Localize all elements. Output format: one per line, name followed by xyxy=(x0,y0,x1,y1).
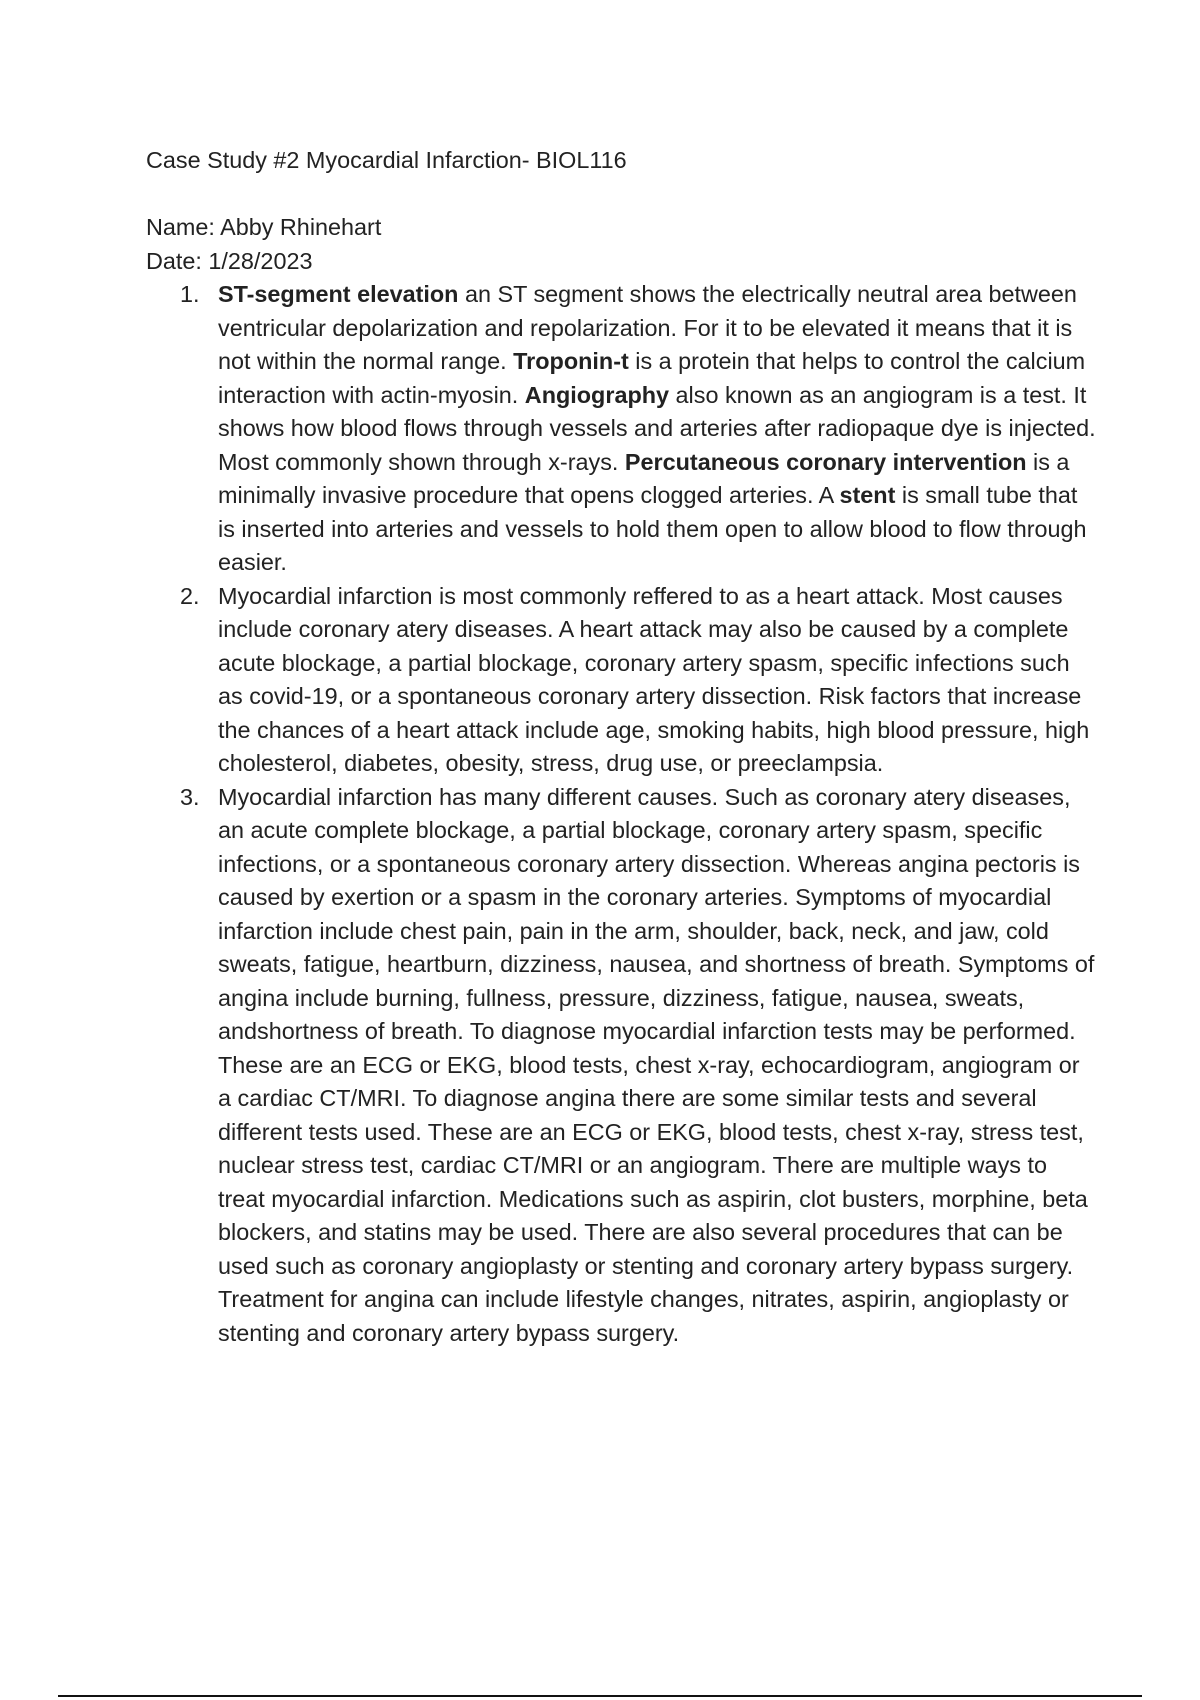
answer-number: 3. xyxy=(180,783,200,810)
answer-number: 2. xyxy=(180,582,200,609)
document-title: Case Study #2 Myocardial Infarction- BIOL116 xyxy=(146,147,627,173)
answer-term: ST-segment elevation xyxy=(218,281,459,307)
document-body xyxy=(146,144,1096,1350)
answer-segment: is small tube that is inserted into arteries and vessels to hold them open to allow blood to flow through easier. xyxy=(218,482,1087,575)
answer-segment: is a protein that helps to control the calcium interaction with actin-myosin. xyxy=(218,348,1086,408)
answer-term: stent xyxy=(839,482,896,508)
answer-term: Troponin-t xyxy=(513,348,629,374)
answer-text xyxy=(218,781,1096,1351)
assignment-date: Date: 1/28/2023 xyxy=(146,247,313,274)
answer-number: 1. xyxy=(180,281,200,307)
spacer xyxy=(146,178,1096,212)
answer-text xyxy=(218,580,1096,781)
answer-text xyxy=(218,278,1096,580)
answer-item xyxy=(146,278,1096,580)
answer-item xyxy=(146,781,1096,1351)
answer-segment: Myocardial infarction has many different causes. Such as coronary atery diseases, an acute complete blockage, a partial blockage, coronary artery spasm, specific infections, or a spontaneous coronary artery dissection. Whereas angina pectoris is caused by exertion or a spasm in the coronary arteries. Symptoms of myocardial infarction include chest pain, pain in the arm, shoulder, back, neck, and jaw, cold sweats, fatigue, heartburn, dizziness, nausea, and shortness of breath. Symptoms of angina include burning, fullness, pressure, dizziness, fatigue, nausea, sweats, andshortness of breath. To diagnose myocardial infarction tests may be performed. These are an ECG or EKG, blood tests, chest x-ray, echocardiogram, angiogram or a cardiac CT/MRI. To diagnose angina there are some similar tests and several different tests used. These are an ECG or EKG, blood tests, chest x-ray, stress test, nuclear stress test, cardiac CT/MRI or an angiogram. There are multiple ways to treat myocardial infarction. Medications such as aspirin, clot busters, morphine, beta blockers, and statins may be used. There are also several procedures that can be used such as coronary angioplasty or stenting and coronary artery bypass surgery. Treatment for angina can include lifestyle changes, nitrates, aspirin, angioplasty or stenting and coronary artery bypass surgery. xyxy=(218,783,1095,1346)
page-bottom-rule xyxy=(58,1695,1142,1697)
answer-segment: Myocardial infarction is most commonly reffered to as a heart attack. Most causes include coronary atery diseases. A heart attack may also be caused by a complete acute blockage, a partial blockage, coronary artery spasm, specific infections such as covid-19, or a spontaneous coronary artery dissection. Risk factors that increase the chances of a heart attack include age, smoking habits, high blood pressure, high cholesterol, diabetes, obesity, stress, drug use, or preeclampsia. xyxy=(218,582,1090,776)
answer-term: Percutaneous coronary intervention xyxy=(624,448,1027,475)
answer-item xyxy=(146,580,1096,781)
answer-term: Angiography xyxy=(524,381,670,408)
answer-segment: an ST segment shows the electrically neutral area between ventricular depolarization and repolarization. For it to be elevated it means that it is not within the normal range. xyxy=(218,281,1077,374)
answer-segment: also known as an angiogram is a test. It shows how blood flows through vessels and arteries after radiopaque dye is injected. Most commonly shown through x-rays. xyxy=(218,381,1096,475)
answer-segment: is a minimally invasive procedure that opens clogged arteries. A xyxy=(218,448,1070,508)
student-name: Name: Abby Rhinehart xyxy=(146,214,382,240)
answers-list xyxy=(146,278,1096,1350)
